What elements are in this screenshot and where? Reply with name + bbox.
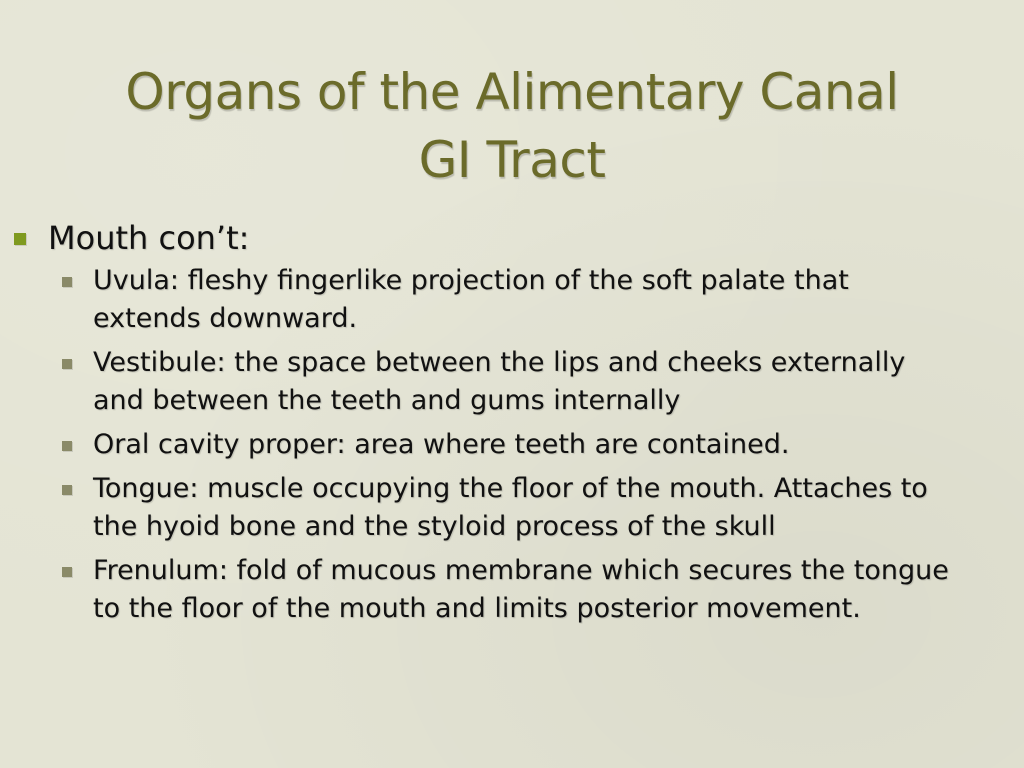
square-bullet-icon (62, 485, 72, 495)
subbullet-text: Tongue: muscle occupying the floor of the mouth. Attaches to the hyoid bone and the styloid process of the skull (93, 473, 928, 542)
subbullet-list (62, 262, 1004, 628)
subbullet-item-vestibule (62, 344, 1004, 420)
square-bullet-icon (14, 233, 26, 245)
subbullet-text: Uvula: fleshy fingerlike projection of the soft palate that extends downward. (93, 265, 849, 334)
square-bullet-icon (62, 277, 72, 287)
level1-bullet-text: Mouth con’t: (48, 219, 250, 257)
level1-bullet-item (14, 218, 1004, 258)
subbullet-text: Oral cavity proper: area where teeth are contained. (93, 429, 790, 460)
subbullet-item-frenulum (62, 552, 1004, 628)
subbullet-item-oral-cavity (62, 426, 1004, 464)
subbullet-text: Frenulum: fold of mucous membrane which secures the tongue to the floor of the mouth and limits posterior movement. (93, 555, 949, 624)
slide-content (14, 218, 1004, 634)
slide-title-line-2: GI Tract (418, 131, 606, 189)
slide-title (0, 58, 1024, 194)
square-bullet-icon (62, 441, 72, 451)
subbullet-text: Vestibule: the space between the lips and cheeks externally and between the teeth and gums internally (93, 347, 906, 416)
square-bullet-icon (62, 359, 72, 369)
subbullet-item-tongue (62, 470, 1004, 546)
slide-title-line-1: Organs of the Alimentary Canal (125, 63, 899, 121)
square-bullet-icon (62, 567, 72, 577)
subbullet-item-uvula (62, 262, 1004, 338)
